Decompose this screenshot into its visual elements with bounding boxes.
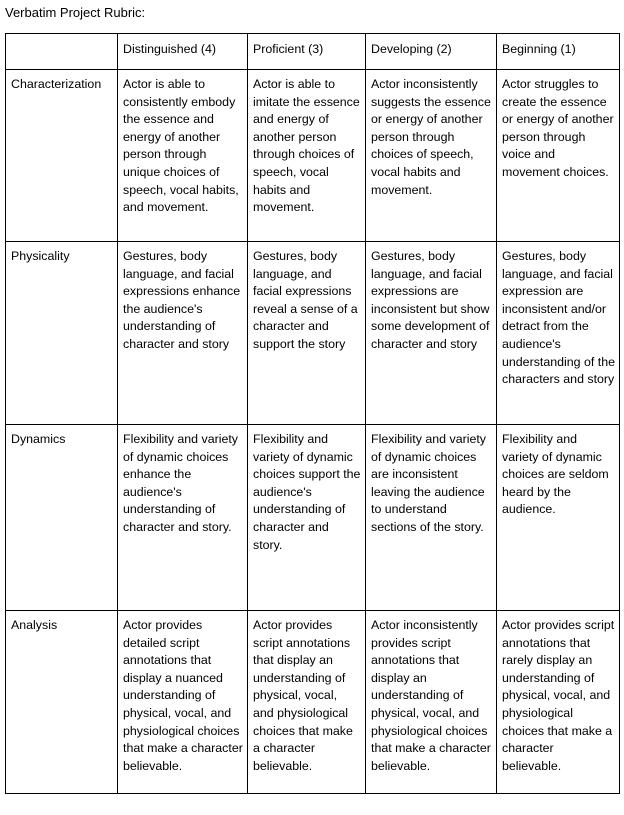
- criterion-label: Dynamics: [6, 425, 118, 611]
- rubric-row-physicality: [6, 242, 620, 425]
- rubric-cell-distinguished: Actor provides detailed script annotations that display a nuanced understanding of physical, vocal, and physiological choices that make a character believable.: [118, 611, 248, 794]
- rubric-cell-distinguished: Actor is able to consistently embody the essence and energy of another person through unique choices of speech, vocal habits, and movement.: [118, 70, 248, 242]
- header-cell-developing: Developing (2): [366, 34, 497, 70]
- rubric-cell-proficient: Actor is able to imitate the essence and energy of another person through choices of speech, vocal habits and movement.: [248, 70, 366, 242]
- rubric-cell-developing: Flexibility and variety of dynamic choices are inconsistent leaving the audience to understand sections of the story.: [366, 425, 497, 611]
- criterion-label: Analysis: [6, 611, 118, 794]
- header-cell-distinguished: Distinguished (4): [118, 34, 248, 70]
- rubric-header-row: [6, 34, 620, 70]
- rubric-cell-beginning: Flexibility and variety of dynamic choices are seldom heard by the audience.: [497, 425, 620, 611]
- header-cell-criteria: [6, 34, 118, 70]
- header-cell-beginning: Beginning (1): [497, 34, 620, 70]
- header-cell-proficient: Proficient (3): [248, 34, 366, 70]
- rubric-cell-proficient: Actor provides script annotations that display an understanding of physical, vocal, and physiological choices that make a character believable.: [248, 611, 366, 794]
- rubric-row-dynamics: [6, 425, 620, 611]
- rubric-cell-proficient: Flexibility and variety of dynamic choices support the audience's understanding of character and story.: [248, 425, 366, 611]
- rubric-cell-beginning: Actor struggles to create the essence or energy of another person through voice and movement choices.: [497, 70, 620, 242]
- rubric-cell-proficient: Gestures, body language, and facial expressions reveal a sense of a character and support the story: [248, 242, 366, 425]
- rubric-table: [5, 33, 620, 794]
- rubric-cell-distinguished: Flexibility and variety of dynamic choices enhance the audience's understanding of character and story.: [118, 425, 248, 611]
- criterion-label: Characterization: [6, 70, 118, 242]
- rubric-cell-distinguished: Gestures, body language, and facial expressions enhance the audience's understanding of character and story: [118, 242, 248, 425]
- rubric-cell-beginning: Gestures, body language, and facial expression are inconsistent and/or detract from the audience's understanding of the characters and story: [497, 242, 620, 425]
- criterion-label: Physicality: [6, 242, 118, 425]
- rubric-cell-developing: Actor inconsistently suggests the essence or energy of another person through choices of speech, vocal habits and movement.: [366, 70, 497, 242]
- rubric-cell-developing: Actor inconsistently provides script annotations that display an understanding of physical, vocal, and physiological choices that make a character believable.: [366, 611, 497, 794]
- rubric-cell-developing: Gestures, body language, and facial expressions are inconsistent but show some development of character and story: [366, 242, 497, 425]
- rubric-row-characterization: [6, 70, 620, 242]
- rubric-row-analysis: [6, 611, 620, 794]
- rubric-cell-beginning: Actor provides script annotations that rarely display an understanding of physical, vocal, and physiological choices that make a character believable.: [497, 611, 620, 794]
- document-title: Verbatim Project Rubric:: [5, 5, 146, 20]
